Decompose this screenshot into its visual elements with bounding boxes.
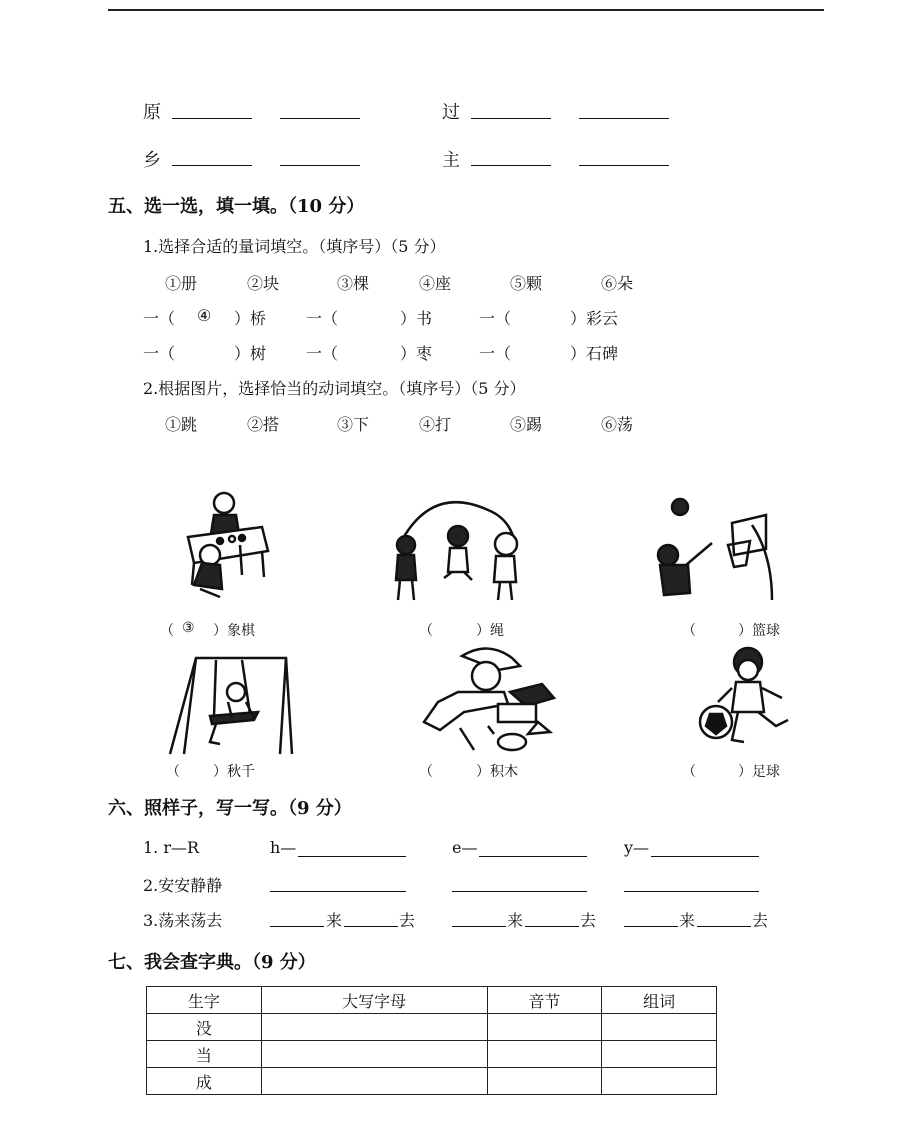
answer-cell[interactable] — [261, 1041, 487, 1068]
s6-row2-example: 2.安安静静 — [143, 876, 223, 895]
qu-char: 去 — [580, 911, 597, 930]
q1-item-suffix: ）彩云 — [570, 309, 619, 328]
jump-rope-image — [388, 500, 538, 605]
caption-close: ）象棋 — [213, 623, 255, 639]
q1-item-answer[interactable]: ④ — [197, 306, 212, 325]
table-header-row — [147, 987, 717, 1014]
blank-line[interactable] — [172, 165, 252, 166]
blank-line[interactable] — [525, 926, 579, 927]
qu-char: 去 — [399, 911, 416, 930]
q1-option: ⑤颗 — [510, 274, 543, 293]
table-row — [147, 1014, 717, 1041]
caption-close: ）积木 — [476, 764, 518, 780]
blank-line[interactable] — [479, 856, 587, 857]
q1-option: ⑥朵 — [601, 274, 634, 293]
caption-close: ）秋千 — [213, 764, 255, 780]
s6-row1-example: 1. r—R — [143, 838, 200, 857]
lai-char: 来 — [507, 911, 524, 930]
blank-line[interactable] — [280, 165, 360, 166]
blank-line[interactable] — [471, 118, 551, 119]
q2-option: ①跳 — [165, 415, 198, 434]
char-zhu: 主 — [442, 150, 460, 171]
caption-open: （ — [682, 623, 696, 639]
q1-item-prefix: 一（ — [143, 309, 176, 328]
answer-cell[interactable] — [602, 1068, 717, 1095]
caption-open: （ — [160, 623, 174, 639]
q1-item-suffix: ）枣 — [400, 344, 433, 363]
caption-close: ）足球 — [738, 764, 780, 780]
q1-option: ①册 — [165, 274, 198, 293]
table-row — [147, 1068, 717, 1095]
lai-char: 来 — [679, 911, 696, 930]
char-xiang: 乡 — [143, 150, 161, 171]
table-row — [147, 1041, 717, 1068]
s6-row1-c: y— — [624, 838, 650, 857]
section-7-title: 七、我会查字典。（9 分） — [108, 952, 316, 973]
answer-cell[interactable] — [487, 1014, 602, 1041]
q1-item-prefix: 一（ — [306, 344, 339, 363]
blank-line[interactable] — [471, 165, 551, 166]
q1-item-prefix: 一（ — [479, 344, 512, 363]
char-yuan: 原 — [143, 102, 161, 123]
caption-answer[interactable]: ③ — [182, 620, 195, 636]
answer-cell[interactable] — [261, 1068, 487, 1095]
q1-item-suffix: ）书 — [400, 309, 433, 328]
char-guo: 过 — [442, 102, 460, 123]
answer-cell[interactable] — [602, 1041, 717, 1068]
q2-option: ②搭 — [247, 415, 280, 434]
answer-cell[interactable] — [602, 1014, 717, 1041]
s6-row1-b: e— — [452, 838, 478, 857]
blank-line[interactable] — [344, 926, 398, 927]
q1-item-suffix: ）桥 — [234, 309, 267, 328]
section-5-title: 五、选一选，填一填。（10 分） — [108, 196, 365, 217]
blank-line[interactable] — [624, 891, 759, 892]
q1-prompt: 1.选择合适的量词填空。（填序号）（5 分） — [143, 237, 446, 256]
blank-line[interactable] — [452, 926, 506, 927]
blank-line[interactable] — [270, 891, 406, 892]
blank-line[interactable] — [452, 891, 587, 892]
blank-line[interactable] — [624, 926, 678, 927]
q1-item-suffix: ）石碑 — [570, 344, 619, 363]
header-shengzi: 生字 — [147, 987, 262, 1014]
caption-close: ）篮球 — [738, 623, 780, 639]
row-char: 当 — [147, 1041, 262, 1068]
q1-item-prefix: 一（ — [479, 309, 512, 328]
qu-char: 去 — [752, 911, 769, 930]
row-char: 成 — [147, 1068, 262, 1095]
building-blocks-image — [418, 642, 558, 757]
caption-open: （ — [682, 764, 696, 780]
q1-item-suffix: ）树 — [234, 344, 267, 363]
chess-players-image — [180, 485, 275, 605]
dictionary-table — [146, 986, 717, 1095]
q1-option: ②块 — [247, 274, 280, 293]
blank-line[interactable] — [579, 118, 669, 119]
answer-cell[interactable] — [487, 1068, 602, 1095]
q2-prompt: 2.根据图片，选择恰当的动词填空。（填序号）（5 分） — [143, 379, 526, 398]
lai-char: 来 — [326, 911, 343, 930]
swing-image — [166, 652, 298, 757]
blank-line[interactable] — [172, 118, 252, 119]
answer-cell[interactable] — [487, 1041, 602, 1068]
s6-row3-example: 3.荡来荡去 — [143, 911, 223, 930]
q2-option: ⑥荡 — [601, 415, 634, 434]
blank-line[interactable] — [579, 165, 669, 166]
q2-option: ④打 — [419, 415, 452, 434]
section-6-title: 六、照样子，写一写。（9 分） — [108, 798, 352, 819]
s6-row1-a: h— — [270, 838, 297, 857]
header-yinjie: 音节 — [487, 987, 602, 1014]
caption-open: （ — [166, 764, 180, 780]
basketball-image — [650, 495, 775, 605]
soccer-image — [698, 642, 798, 757]
blank-line[interactable] — [270, 926, 324, 927]
caption-close: ）绳 — [476, 623, 504, 639]
q2-option: ③下 — [337, 415, 370, 434]
row-char: 没 — [147, 1014, 262, 1041]
top-rule — [108, 9, 824, 11]
blank-line[interactable] — [280, 118, 360, 119]
blank-line[interactable] — [651, 856, 759, 857]
q1-item-prefix: 一（ — [143, 344, 176, 363]
header-daxie: 大写字母 — [261, 987, 487, 1014]
q1-item-prefix: 一（ — [306, 309, 339, 328]
blank-line[interactable] — [298, 856, 406, 857]
caption-open: （ — [419, 764, 433, 780]
header-zuci: 组词 — [602, 987, 717, 1014]
q1-option: ④座 — [419, 274, 452, 293]
answer-cell[interactable] — [261, 1014, 487, 1041]
caption-open: （ — [419, 623, 433, 639]
blank-line[interactable] — [697, 926, 751, 927]
q2-option: ⑤踢 — [510, 415, 543, 434]
q1-option: ③棵 — [337, 274, 370, 293]
